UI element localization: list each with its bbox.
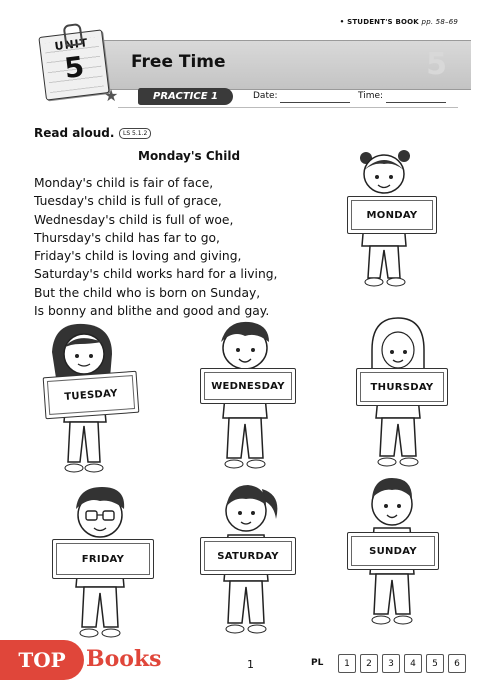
saturday-sign-label: SATURDAY [204, 541, 292, 571]
unit-title: Free Time [131, 52, 226, 72]
poem-line: Friday's child is loving and giving, [34, 249, 242, 264]
poem-line: Monday's child is fair of face, [34, 176, 214, 190]
wednesday-sign-label: WEDNESDAY [204, 372, 292, 400]
friday-sign-label: FRIDAY [56, 543, 150, 575]
poem-line: Wednesday's child is full of woe, [34, 212, 234, 227]
tuesday-child-illustration [40, 322, 140, 482]
date-label: Date: [253, 91, 278, 101]
time-field[interactable] [386, 102, 446, 103]
star-icon: ★ [104, 86, 119, 105]
students-book-label: • STUDENT'S BOOK [339, 18, 419, 26]
friday-child-illustration [50, 483, 154, 648]
students-book-reference [340, 18, 458, 26]
date-field[interactable] [280, 102, 350, 103]
unit-number: 5 [62, 49, 86, 86]
monday-sign-label: MONDAY [351, 200, 433, 230]
wednesday-child-illustration [197, 318, 297, 480]
pl-level-box[interactable]: 6 [448, 654, 466, 673]
practice-row [118, 87, 458, 108]
tuesday-sign [43, 371, 140, 419]
pl-level-box[interactable]: 4 [404, 654, 422, 673]
poem-line: But the child who is born on Sunday, [34, 285, 261, 300]
poem [34, 174, 277, 320]
ls-code-badge: LS 5.1.2 [119, 128, 151, 139]
thursday-sign [356, 368, 448, 406]
saturday-child-illustration [200, 475, 296, 645]
saturday-sign [200, 537, 296, 575]
time-label: Time: [358, 91, 384, 101]
sunday-sign [347, 532, 439, 570]
thursday-child-illustration [352, 316, 452, 478]
page-number: 1 [247, 658, 254, 671]
thursday-sign-label: THURSDAY [360, 372, 444, 402]
topbooks-watermark-text: Books [86, 646, 162, 672]
topbooks-watermark-badge: TOP [0, 640, 84, 680]
paperclip-icon [63, 23, 84, 47]
friday-sign [52, 539, 154, 579]
sunday-child-illustration [344, 474, 444, 644]
pl-level-box[interactable]: 5 [426, 654, 444, 673]
instruction-text: Read aloud. [34, 126, 115, 140]
poem-title: Monday's Child [138, 149, 241, 163]
monday-child-illustration [344, 146, 440, 296]
pl-level-box[interactable]: 2 [360, 654, 378, 673]
pl-level-box[interactable]: 3 [382, 654, 400, 673]
monday-sign [347, 196, 437, 234]
poem-line: Is bonny and blithe and good and gay. [34, 304, 270, 319]
wednesday-sign [200, 368, 296, 404]
sunday-sign-label: SUNDAY [351, 536, 435, 566]
poem-line: Thursday's child has far to go, [34, 230, 220, 245]
unit-background-number: 5 [426, 47, 449, 82]
performance-level-boxes [338, 654, 466, 673]
unit-header-band [100, 40, 471, 90]
poem-line: Saturday's child works hard for a living, [34, 267, 278, 282]
students-book-pages: pp. 58–69 [421, 18, 458, 26]
practice-label: PRACTICE 1 [138, 88, 233, 105]
tuesday-sign-label: TUESDAY [47, 375, 135, 415]
pl-label: PL [311, 658, 324, 668]
pl-level-box[interactable]: 1 [338, 654, 356, 673]
unit-label: UNIT [53, 36, 90, 54]
poem-line: Tuesday's child is full of grace, [34, 194, 222, 209]
